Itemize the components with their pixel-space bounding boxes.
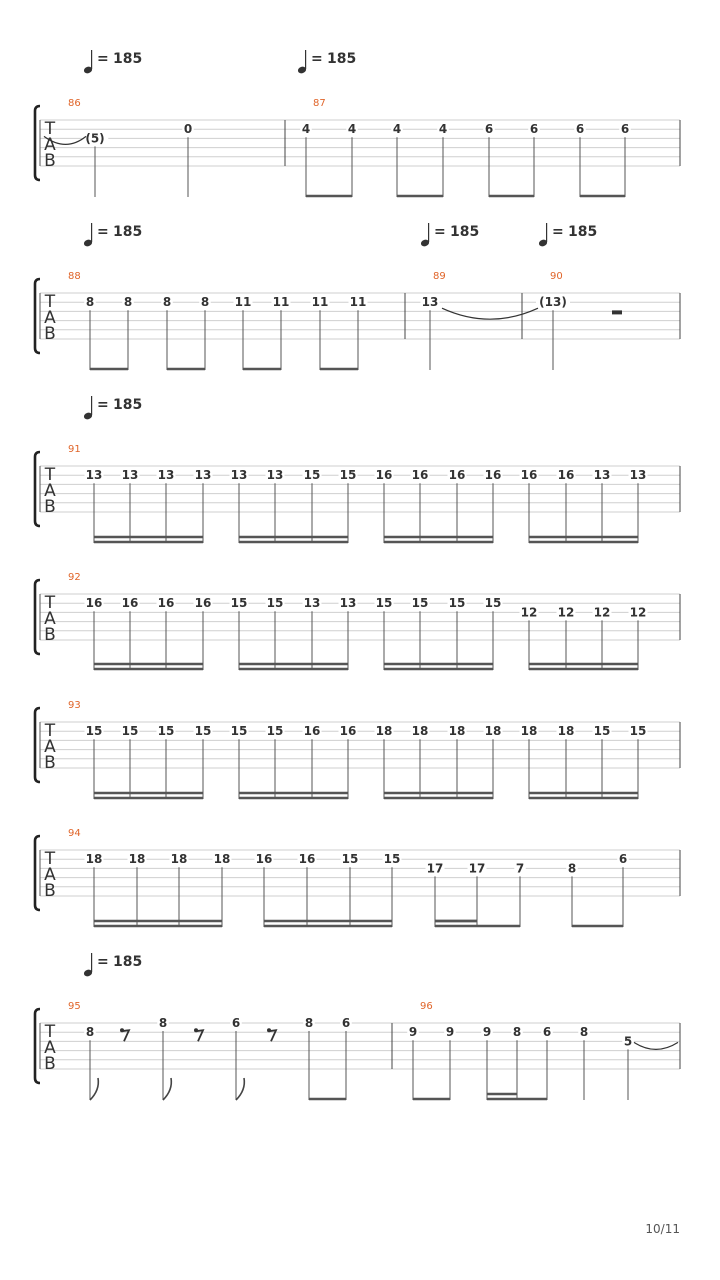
fret-number: 9 bbox=[408, 1025, 418, 1040]
fret-number: 9 bbox=[445, 1025, 455, 1040]
staff-system-5 bbox=[35, 700, 680, 799]
tab-clef-letter: B bbox=[44, 324, 56, 344]
tempo-value: 185 bbox=[327, 51, 357, 67]
tempo-equals: = bbox=[311, 51, 323, 67]
eighth-flag bbox=[90, 1078, 98, 1100]
tab-clef-letter: B bbox=[44, 151, 56, 171]
tab-clef-letter: T bbox=[44, 119, 56, 139]
tie-arc bbox=[634, 1042, 678, 1049]
tab-clef-letter: A bbox=[44, 308, 56, 328]
fret-number: 15 bbox=[266, 724, 284, 739]
fret-number: 8 bbox=[123, 295, 133, 310]
fret-number: 11 bbox=[349, 295, 367, 310]
fret-number: 18 bbox=[411, 724, 429, 739]
fret-number: 12 bbox=[557, 605, 575, 620]
fret-number: 12 bbox=[520, 605, 538, 620]
fret-number: 9 bbox=[482, 1025, 492, 1040]
tempo-equals: = bbox=[552, 224, 564, 240]
fret-number: 8 bbox=[200, 295, 210, 310]
tempo-equals: = bbox=[97, 224, 109, 240]
fret-number: 16 bbox=[298, 852, 316, 867]
fret-number: 15 bbox=[85, 724, 103, 739]
fret-number: 18 bbox=[213, 852, 231, 867]
page-number: 10/11 bbox=[645, 1222, 680, 1236]
fret-number: 6 bbox=[231, 1016, 241, 1030]
fret-number: 8 bbox=[158, 1016, 168, 1030]
tab-clef-letter: T bbox=[44, 465, 56, 485]
fret-number: 18 bbox=[520, 724, 538, 739]
staff-system-6 bbox=[35, 828, 680, 927]
fret-number: 6 bbox=[575, 122, 585, 137]
tab-clef-letter: T bbox=[44, 849, 56, 869]
tempo-value: 185 bbox=[450, 224, 480, 240]
fret-number: (13) bbox=[539, 295, 567, 310]
fret-number: 15 bbox=[230, 596, 248, 611]
fret-number: 7 bbox=[515, 861, 525, 876]
fret-number: 13 bbox=[593, 468, 611, 483]
fret-number: 15 bbox=[339, 468, 357, 483]
fret-number: 16 bbox=[448, 468, 466, 483]
staff-system-2 bbox=[35, 223, 680, 370]
fret-number: 15 bbox=[593, 724, 611, 739]
fret-number: 18 bbox=[375, 724, 393, 739]
fret-number: 15 bbox=[448, 596, 466, 611]
tab-clef-letter: A bbox=[44, 135, 56, 155]
tab-clef-letter: A bbox=[44, 865, 56, 885]
bar-number: 86 bbox=[68, 98, 81, 109]
bar-number: 92 bbox=[68, 572, 81, 583]
fret-number: 16 bbox=[303, 724, 321, 739]
fret-number: 15 bbox=[341, 852, 359, 867]
bar-number: 94 bbox=[68, 828, 81, 839]
bar-number: 91 bbox=[68, 444, 81, 455]
tab-clef-letter: T bbox=[44, 721, 56, 741]
fret-number: 6 bbox=[484, 122, 494, 137]
fret-number: 15 bbox=[266, 596, 284, 611]
fret-number: 15 bbox=[375, 596, 393, 611]
fret-number: 16 bbox=[375, 468, 393, 483]
tab-clef-letter: B bbox=[44, 625, 56, 645]
tab-clef-letter: T bbox=[44, 593, 56, 613]
fret-number: 6 bbox=[529, 122, 539, 137]
system-bracket bbox=[35, 580, 40, 654]
fret-number: 13 bbox=[629, 468, 647, 483]
tab-clef-letter: A bbox=[44, 609, 56, 629]
fret-number: 4 bbox=[392, 122, 402, 137]
fret-number: 4 bbox=[438, 122, 448, 137]
fret-number: 5 bbox=[623, 1034, 633, 1049]
tab-clef-letter: B bbox=[44, 497, 56, 517]
tab-clef-letter: A bbox=[44, 481, 56, 501]
tempo-value: 185 bbox=[113, 397, 143, 413]
fret-number: 8 bbox=[85, 1025, 95, 1040]
fret-number: 13 bbox=[339, 596, 357, 611]
fret-number: 15 bbox=[157, 724, 175, 739]
fret-number: 15 bbox=[484, 596, 502, 611]
staff-system-7 bbox=[35, 953, 680, 1100]
fret-number: 18 bbox=[85, 852, 103, 867]
fret-number: 8 bbox=[162, 295, 172, 310]
fret-number: 13 bbox=[266, 468, 284, 483]
system-bracket bbox=[35, 452, 40, 526]
system-bracket bbox=[35, 836, 40, 910]
tempo-equals: = bbox=[97, 954, 109, 970]
bar-number: 88 bbox=[68, 271, 81, 282]
bar-number: 95 bbox=[68, 1001, 81, 1012]
system-bracket bbox=[35, 106, 40, 180]
tempo-value: 185 bbox=[113, 224, 143, 240]
fret-number: 11 bbox=[234, 295, 252, 310]
fret-number: 4 bbox=[347, 122, 357, 137]
tempo-equals: = bbox=[434, 224, 446, 240]
system-bracket bbox=[35, 708, 40, 782]
tab-clef-letter: B bbox=[44, 1054, 56, 1074]
fret-number: 16 bbox=[520, 468, 538, 483]
fret-number: 15 bbox=[303, 468, 321, 483]
tempo-value: 185 bbox=[113, 954, 143, 970]
fret-number: 11 bbox=[311, 295, 329, 310]
half-rest bbox=[612, 310, 622, 314]
fret-number: 12 bbox=[629, 605, 647, 620]
fret-number: 16 bbox=[339, 724, 357, 739]
fret-number: 8 bbox=[304, 1016, 314, 1030]
fret-number: 8 bbox=[567, 861, 577, 876]
eighth-flag bbox=[163, 1078, 171, 1100]
tab-clef-letter: T bbox=[44, 1022, 56, 1042]
tie-arc bbox=[442, 308, 538, 319]
fret-number: 18 bbox=[448, 724, 466, 739]
fret-number: 16 bbox=[484, 468, 502, 483]
fret-number: 16 bbox=[85, 596, 103, 611]
staff-system-3 bbox=[35, 396, 680, 543]
fret-number: 15 bbox=[629, 724, 647, 739]
tempo-equals: = bbox=[97, 51, 109, 67]
fret-number: 11 bbox=[272, 295, 290, 310]
fret-number: 16 bbox=[157, 596, 175, 611]
fret-number: 13 bbox=[85, 468, 103, 483]
fret-number: 13 bbox=[121, 468, 139, 483]
fret-number: 16 bbox=[411, 468, 429, 483]
fret-number: 6 bbox=[542, 1025, 552, 1040]
fret-number: 6 bbox=[618, 852, 628, 867]
bar-number: 90 bbox=[550, 271, 563, 282]
bar-number: 96 bbox=[420, 1001, 433, 1012]
staff-system-1 bbox=[0, 50, 680, 197]
fret-number: 16 bbox=[255, 852, 273, 867]
fret-number: 16 bbox=[121, 596, 139, 611]
eighth-flag bbox=[236, 1078, 244, 1100]
fret-number: 18 bbox=[170, 852, 188, 867]
fret-number: 15 bbox=[230, 724, 248, 739]
fret-number: 18 bbox=[128, 852, 146, 867]
bar-number: 87 bbox=[313, 98, 326, 109]
tab-clef-letter: A bbox=[44, 737, 56, 757]
fret-number: (5) bbox=[85, 131, 105, 146]
system-bracket bbox=[35, 1009, 40, 1083]
fret-number: 15 bbox=[194, 724, 212, 739]
fret-number: 13 bbox=[421, 295, 439, 310]
staff-system-4 bbox=[35, 572, 680, 670]
fret-number: 13 bbox=[303, 596, 321, 611]
fret-number: 15 bbox=[121, 724, 139, 739]
fret-number: 15 bbox=[411, 596, 429, 611]
fret-number: 18 bbox=[484, 724, 502, 739]
fret-number: 6 bbox=[620, 122, 630, 137]
tab-clef-letter: B bbox=[44, 881, 56, 901]
fret-number: 16 bbox=[194, 596, 212, 611]
bar-number: 89 bbox=[433, 271, 446, 282]
fret-number: 12 bbox=[593, 605, 611, 620]
fret-number: 4 bbox=[301, 122, 311, 137]
system-bracket bbox=[35, 279, 40, 353]
fret-number: 13 bbox=[230, 468, 248, 483]
tab-clef-letter: T bbox=[44, 292, 56, 312]
fret-number: 13 bbox=[157, 468, 175, 483]
tempo-equals: = bbox=[97, 397, 109, 413]
tempo-value: 185 bbox=[568, 224, 598, 240]
fret-number: 8 bbox=[579, 1025, 589, 1040]
tempo-value: 185 bbox=[113, 51, 143, 67]
fret-number: 17 bbox=[426, 861, 444, 876]
fret-number: 16 bbox=[557, 468, 575, 483]
bar-number: 93 bbox=[68, 700, 81, 711]
fret-number: 8 bbox=[512, 1025, 522, 1040]
tab-clef-letter: A bbox=[44, 1038, 56, 1058]
tab-clef-letter: B bbox=[44, 753, 56, 773]
fret-number: 17 bbox=[468, 861, 486, 876]
fret-number: 15 bbox=[383, 852, 401, 867]
fret-number: 0 bbox=[183, 122, 193, 137]
fret-number: 6 bbox=[341, 1016, 351, 1030]
fret-number: 18 bbox=[557, 724, 575, 739]
fret-number: 13 bbox=[194, 468, 212, 483]
fret-number: 8 bbox=[85, 295, 95, 310]
